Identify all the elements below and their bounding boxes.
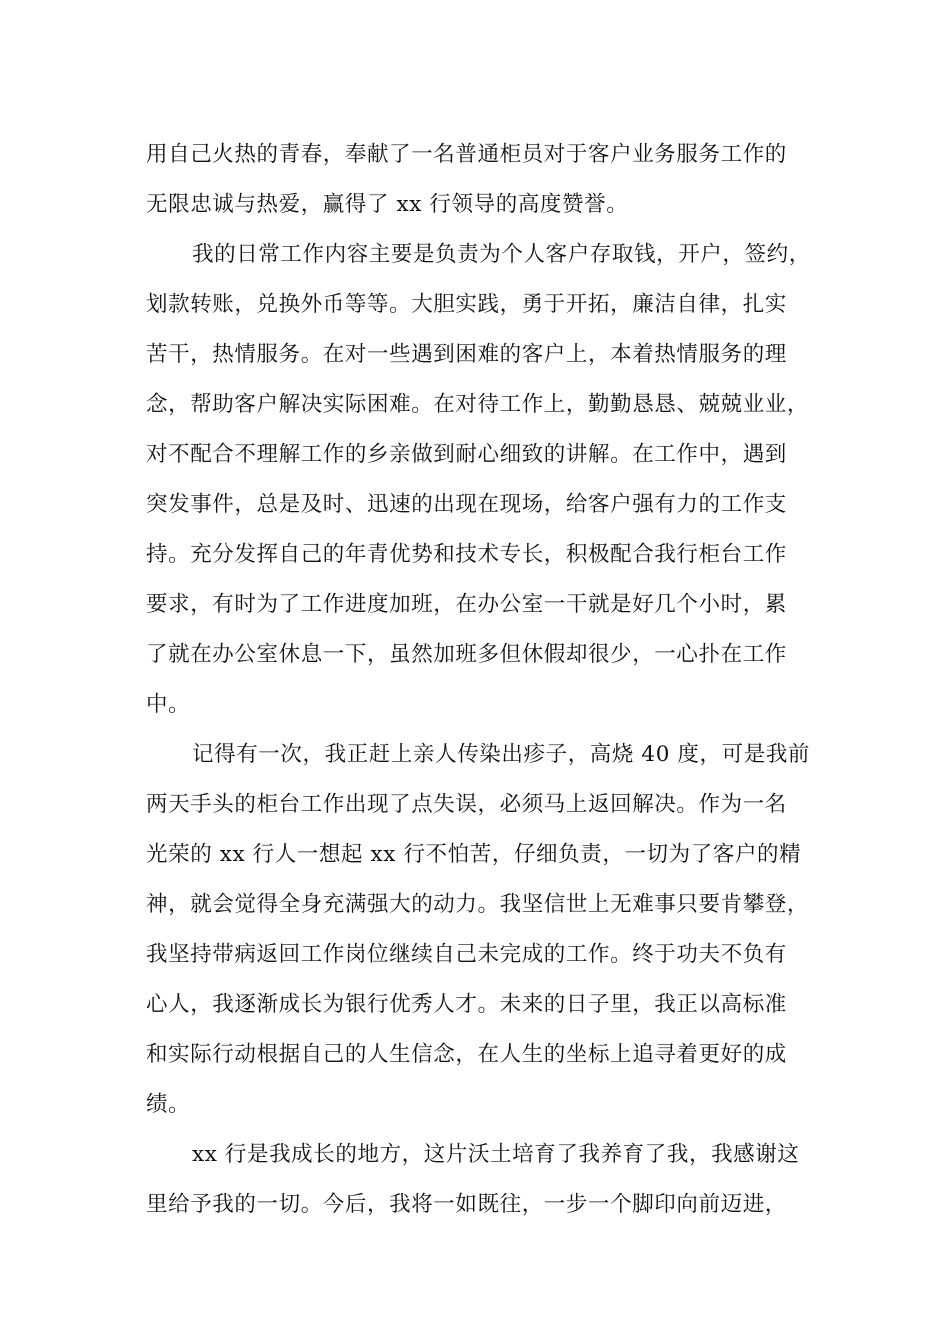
text-line: xx 行是我成长的地方，这片沃土培育了我养育了我，我感谢这 bbox=[192, 1142, 800, 1167]
text-line: 苦干，热情服务。在对一些遇到困难的客户上，本着热情服务的理 bbox=[146, 342, 787, 367]
text-line: 用自己火热的青春，奉献了一名普通柜员对于客户业务服务工作的 bbox=[146, 142, 787, 167]
document-body bbox=[146, 130, 826, 1230]
text-line: 要求，有时为了工作进度加班，在办公室一干就是好几个小时，累 bbox=[146, 592, 787, 617]
text-line: 我的日常工作内容主要是负责为个人客户存取钱，开户，签约， bbox=[192, 242, 811, 267]
text-line: 突发事件，总是及时、迅速的出现在现场，给客户强有力的工作支 bbox=[146, 492, 787, 517]
text-line: 心人，我逐渐成长为银行优秀人才。未来的日子里，我正以高标准 bbox=[146, 992, 787, 1017]
text-line: 神，就会觉得全身充满强大的动力。我坚信世上无难事只要肯攀登， bbox=[146, 892, 810, 917]
text-line: 光荣的 xx 行人一想起 xx 行不怕苦，仔细负责，一切为了客户的精 bbox=[146, 842, 802, 867]
text-line: 记得有一次，我正赶上亲人传染出疹子，高烧 40 度，可是我前 bbox=[192, 742, 811, 767]
text-line: 持。充分发挥自己的年青优势和技术专长，积极配合我行柜台工作 bbox=[146, 542, 787, 567]
text-line: 无限忠诚与热爱，赢得了 xx 行领导的高度赞誉。 bbox=[146, 192, 629, 217]
text-line: 对不配合不理解工作的乡亲做到耐心细致的讲解。在工作中，遇到 bbox=[146, 442, 787, 467]
text-line: 和实际行动根据自己的人生信念，在人生的坐标上追寻着更好的成 bbox=[146, 1042, 787, 1067]
text-line: 里给予我的一切。今后，我将一如既往，一步一个脚印向前迈进， bbox=[146, 1192, 787, 1217]
text-line: 我坚持带病返回工作岗位继续自己未完成的工作。终于功夫不负有 bbox=[146, 942, 787, 967]
text-line: 两天手头的柜台工作出现了点失误，必须马上返回解决。作为一名 bbox=[146, 792, 787, 817]
text-line: 了就在办公室休息一下，虽然加班多但休假却很少，一心扑在工作 bbox=[146, 642, 787, 667]
text-line: 划款转账，兑换外币等等。大胆实践，勇于开拓，廉洁自律，扎实 bbox=[146, 292, 787, 317]
text-line: 绩。 bbox=[146, 1092, 191, 1117]
text-line: 念，帮助客户解决实际困难。在对待工作上，勤勤恳恳、兢兢业业， bbox=[146, 392, 810, 417]
text-line: 中。 bbox=[146, 692, 191, 717]
